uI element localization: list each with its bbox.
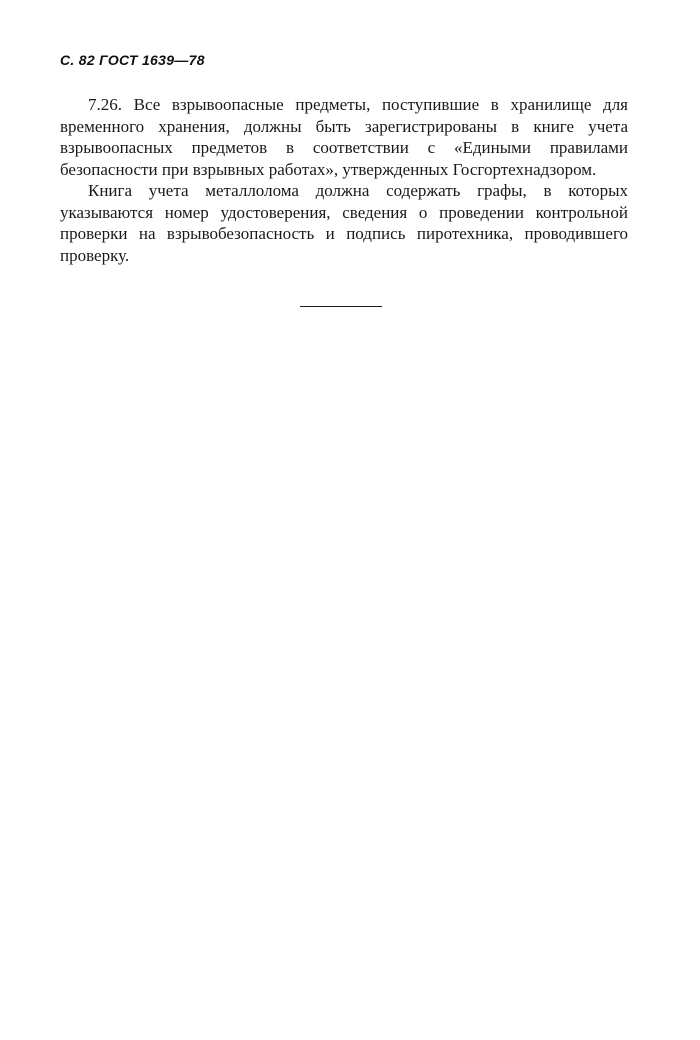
paragraph-7-26: 7.26. Все взрывоопасные предметы, поступившие в хранилище для временного хранения, должны быть зарегистрированы в книге учета взрывоопасных предметов в соответствии с «Едиными правилами безопасности при взрывных работах», утвержденных Госгортехнадзором. <box>60 95 628 179</box>
end-of-text-rule <box>300 306 382 307</box>
document-body <box>60 94 628 266</box>
running-head: С. 82 ГОСТ 1639—78 <box>60 52 205 68</box>
paragraph-scrap-metal-book: Книга учета металлолома должна содержать графы, в которых указываются номер удостоверения, сведения о проведении контрольной проверки на взрывобезопасность и подпись пиротехника, проводившего проверку. <box>60 181 628 265</box>
